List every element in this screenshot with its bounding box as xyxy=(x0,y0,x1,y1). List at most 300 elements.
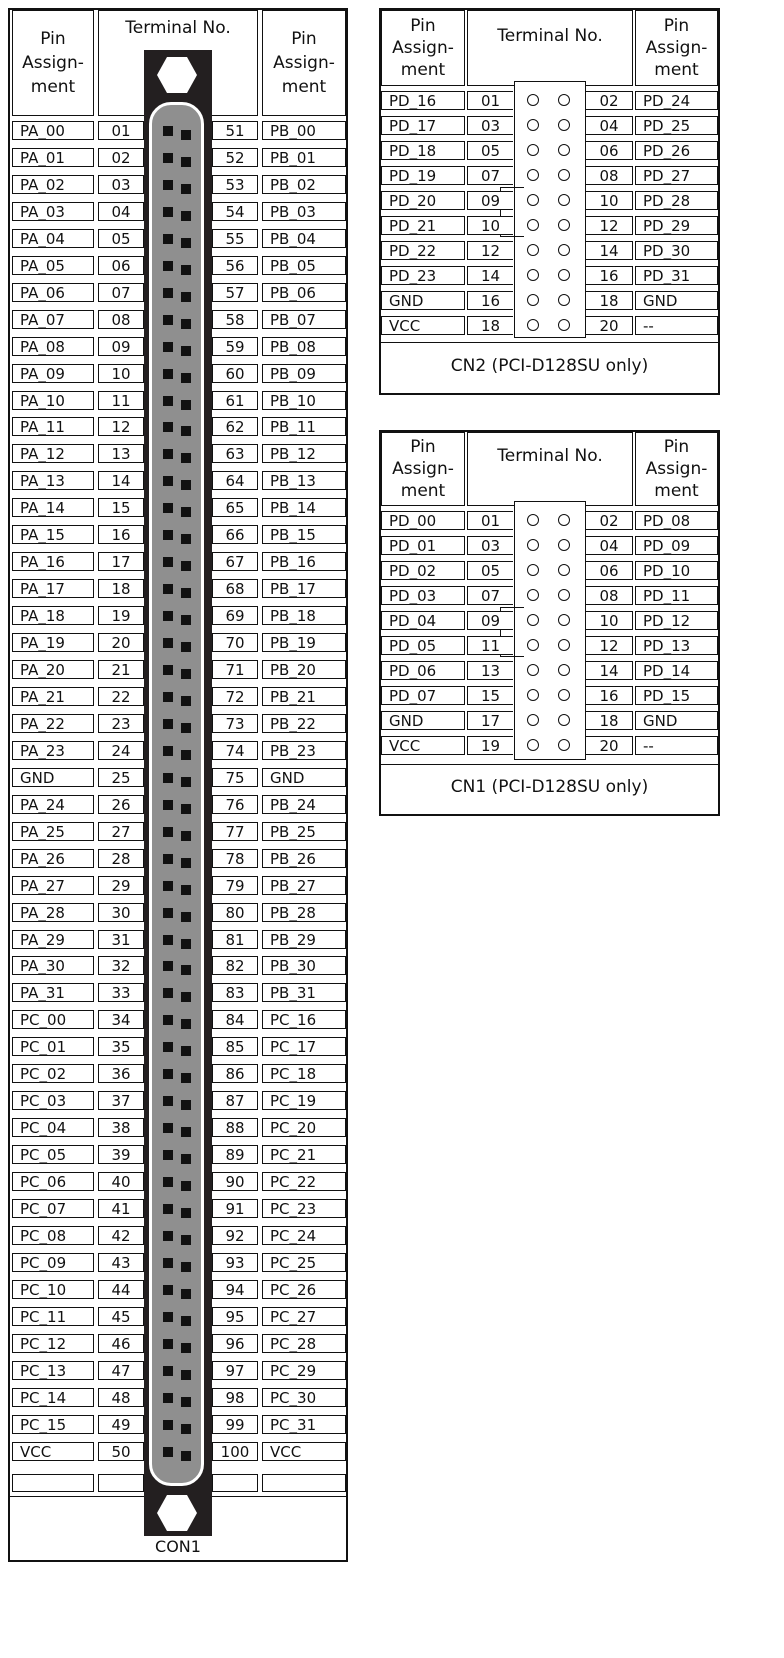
con1-pin-right xyxy=(181,1451,191,1461)
con1-pin-right xyxy=(181,588,191,598)
con1-left-name: PA_07 xyxy=(12,310,94,329)
con1-right-terminal: 52 xyxy=(212,148,258,167)
con1-right-name: PC_22 xyxy=(262,1172,346,1191)
cn1-right-terminal: 20 xyxy=(586,736,633,755)
cn2-header-left xyxy=(381,10,465,86)
con1-left-name: PA_30 xyxy=(12,956,94,975)
con1-left-terminal: 01 xyxy=(98,121,144,140)
cn2-left-terminal: 10 xyxy=(467,216,513,235)
cn1-right-name: PD_08 xyxy=(635,511,718,530)
con1-left-name: PA_23 xyxy=(12,741,94,760)
con1-left-terminal: 05 xyxy=(98,229,144,248)
con1-pin-right xyxy=(181,1154,191,1164)
cn2-connector-body xyxy=(514,81,586,338)
cn2-pin-even xyxy=(558,194,570,206)
con1-right-name: PB_24 xyxy=(262,795,346,814)
con1-pin-right xyxy=(181,1370,191,1380)
con1-right-terminal: 99 xyxy=(212,1415,258,1434)
con1-left-terminal: 47 xyxy=(98,1361,144,1380)
cn2-right-terminal: 06 xyxy=(586,141,633,160)
con1-left-name: PA_03 xyxy=(12,202,94,221)
con1-left-terminal: 37 xyxy=(98,1091,144,1110)
cn2-left-name: GND xyxy=(381,291,465,310)
con1-pin-right xyxy=(181,238,191,248)
con1-right-name: PB_04 xyxy=(262,229,346,248)
con1-right-terminal: 75 xyxy=(212,768,258,787)
cn1-header-mid: Terminal No. xyxy=(497,446,603,466)
con1-right-name: PC_19 xyxy=(262,1091,346,1110)
cn1-pin-odd xyxy=(527,639,539,651)
con1-pin-right xyxy=(181,1073,191,1083)
con1-left-terminal: 16 xyxy=(98,525,144,544)
cn2-left-name: PD_18 xyxy=(381,141,465,160)
cn1-left-terminal: 11 xyxy=(467,636,513,655)
con1-left-name: PC_04 xyxy=(12,1118,94,1137)
cn2-left-name: VCC xyxy=(381,316,465,335)
con1-pin-left xyxy=(163,557,173,567)
cn2-pin-odd xyxy=(527,144,539,156)
con1-left-name: PA_00 xyxy=(12,121,94,140)
con1-left-terminal: 30 xyxy=(98,903,144,922)
con1-pin-left xyxy=(163,126,173,136)
con1-left-name: PC_11 xyxy=(12,1307,94,1326)
cn2-pin-odd xyxy=(527,269,539,281)
cn2-right-terminal: 02 xyxy=(586,91,633,110)
con1-pin-left xyxy=(163,288,173,298)
con1-right-name: PB_29 xyxy=(262,930,346,949)
cn2-right-name: -- xyxy=(635,316,718,335)
cn1-left-name: PD_06 xyxy=(381,661,465,680)
con1-left-name: PA_11 xyxy=(12,417,94,436)
con1-left-terminal: 10 xyxy=(98,364,144,383)
con1-pin-right xyxy=(181,1181,191,1191)
con1-right-terminal: 59 xyxy=(212,337,258,356)
con1-right-name: PB_22 xyxy=(262,714,346,733)
con1-header-right xyxy=(262,10,346,116)
cn1-right-terminal: 08 xyxy=(586,586,633,605)
con1-right-terminal: 90 xyxy=(212,1172,258,1191)
con1-right-terminal: 91 xyxy=(212,1199,258,1218)
con1-left-terminal: 40 xyxy=(98,1172,144,1191)
cn2-left-name: PD_21 xyxy=(381,216,465,235)
cn1-pin-odd xyxy=(527,664,539,676)
cn2-left-terminal: 01 xyxy=(467,91,513,110)
con1-right-terminal: 57 xyxy=(212,283,258,302)
con1-right-name: PC_29 xyxy=(262,1361,346,1380)
con1-left-name: PC_13 xyxy=(12,1361,94,1380)
cn2-right-name: PD_24 xyxy=(635,91,718,110)
cn2-left-name: PD_16 xyxy=(381,91,465,110)
con1-left-terminal: 36 xyxy=(98,1064,144,1083)
con1-right-name: PB_15 xyxy=(262,525,346,544)
con1-right-name: PC_20 xyxy=(262,1118,346,1137)
con1-pin-right xyxy=(181,400,191,410)
cn1-right-terminal: 10 xyxy=(586,611,633,630)
con1-right-terminal: 92 xyxy=(212,1226,258,1245)
con1-right-terminal: 74 xyxy=(212,741,258,760)
con1-left-name: PA_28 xyxy=(12,903,94,922)
con1-right-name: PC_31 xyxy=(262,1415,346,1434)
con1-right-terminal: 60 xyxy=(212,364,258,383)
cn2-pin-even xyxy=(558,119,570,131)
cn2-right-terminal: 16 xyxy=(586,266,633,285)
con1-right-terminal: 88 xyxy=(212,1118,258,1137)
con1-pin-left xyxy=(163,719,173,729)
con1-left-terminal: 08 xyxy=(98,310,144,329)
cn1-left-name: PD_01 xyxy=(381,536,465,555)
con1-pin-right xyxy=(181,1019,191,1029)
con1-left-name: PC_12 xyxy=(12,1334,94,1353)
con1-pin-left xyxy=(163,800,173,810)
con1-right-name: PB_02 xyxy=(262,175,346,194)
cn2-header-mid-box xyxy=(467,10,633,86)
cn2-right-name: PD_28 xyxy=(635,191,718,210)
cn2-right-name: PD_30 xyxy=(635,241,718,260)
con1-left-terminal: 25 xyxy=(98,768,144,787)
con1-right-terminal: 51 xyxy=(212,121,258,140)
con1-right-terminal: 61 xyxy=(212,391,258,410)
con1-left-name: PA_24 xyxy=(12,795,94,814)
con1-right-name: PB_01 xyxy=(262,148,346,167)
con1-pin-left xyxy=(163,746,173,756)
con1-left-terminal: 34 xyxy=(98,1010,144,1029)
con1-pin-left xyxy=(163,449,173,459)
con1-right-terminal: 55 xyxy=(212,229,258,248)
cn1-right-terminal: 12 xyxy=(586,636,633,655)
con1-left-terminal: 12 xyxy=(98,417,144,436)
cn2-pin-odd xyxy=(527,244,539,256)
con1-pin-right xyxy=(181,1262,191,1272)
con1-pin-left xyxy=(163,476,173,486)
cn1-left-terminal: 07 xyxy=(467,586,513,605)
con1-right-name: GND xyxy=(262,768,346,787)
con1-left-terminal: 20 xyxy=(98,633,144,652)
con1-right-terminal: 67 xyxy=(212,552,258,571)
cn2-right-terminal: 14 xyxy=(586,241,633,260)
con1-pin-right xyxy=(181,1208,191,1218)
cn2-right-terminal: 12 xyxy=(586,216,633,235)
con1-right-name: PB_09 xyxy=(262,364,346,383)
con1-left-name: PC_10 xyxy=(12,1280,94,1299)
cn2-right-terminal: 18 xyxy=(586,291,633,310)
con1-pin-right xyxy=(181,346,191,356)
con1-left-terminal: 35 xyxy=(98,1037,144,1056)
con1-left-name: PC_02 xyxy=(12,1064,94,1083)
cn1-pin-even xyxy=(558,689,570,701)
cn1-right-terminal: 02 xyxy=(586,511,633,530)
cn1-pin-odd xyxy=(527,614,539,626)
con1-right-terminal: 76 xyxy=(212,795,258,814)
con1-right-terminal: 84 xyxy=(212,1010,258,1029)
con1-pin-right xyxy=(181,507,191,517)
con1-pin-right xyxy=(181,561,191,571)
con1-right-name: PC_17 xyxy=(262,1037,346,1056)
con1-pin-right xyxy=(181,992,191,1002)
con1-right-name: PC_16 xyxy=(262,1010,346,1029)
con1-right-name: PC_23 xyxy=(262,1199,346,1218)
con1-pin-left xyxy=(163,234,173,244)
con1-left-terminal: 29 xyxy=(98,876,144,895)
con1-pin-right xyxy=(181,831,191,841)
con1-right-terminal: 56 xyxy=(212,256,258,275)
cn1-left-terminal: 17 xyxy=(467,711,513,730)
con1-left-name: PA_08 xyxy=(12,337,94,356)
con1-left-name: PA_13 xyxy=(12,471,94,490)
con1-pin-right xyxy=(181,965,191,975)
con1-left-name: PA_26 xyxy=(12,849,94,868)
cn2-header-left-text: Pin Assign- ment xyxy=(392,16,454,80)
con1-pin-left xyxy=(163,1366,173,1376)
con1-right-name: VCC xyxy=(262,1442,346,1461)
con1-left-terminal: 18 xyxy=(98,579,144,598)
con1-left-name: PA_06 xyxy=(12,283,94,302)
con1-left-name: GND xyxy=(12,768,94,787)
con1-right-terminal: 73 xyxy=(212,714,258,733)
cn1-right-name: PD_15 xyxy=(635,686,718,705)
cn1-left-terminal: 19 xyxy=(467,736,513,755)
con1-left-name: PC_00 xyxy=(12,1010,94,1029)
con1-right-terminal: 64 xyxy=(212,471,258,490)
con1-pin-left xyxy=(163,1231,173,1241)
con1-left-name: PA_15 xyxy=(12,525,94,544)
con1-right-terminal: 82 xyxy=(212,956,258,975)
con1-pin-right xyxy=(181,804,191,814)
con1-pin-right xyxy=(181,669,191,679)
con1-pin-left xyxy=(163,1204,173,1214)
con1-left-terminal: 21 xyxy=(98,660,144,679)
con1-left-terminal: 22 xyxy=(98,687,144,706)
cn1-left-name: PD_05 xyxy=(381,636,465,655)
cn1-right-name: PD_12 xyxy=(635,611,718,630)
cn2-pin-even xyxy=(558,244,570,256)
cn2-left-terminal: 14 xyxy=(467,266,513,285)
con1-pin-left xyxy=(163,422,173,432)
con1-pin-left xyxy=(163,1393,173,1403)
con1-pin-right xyxy=(181,615,191,625)
cn2-right-name: PD_26 xyxy=(635,141,718,160)
con1-header-left-text: Pin Assign- ment xyxy=(22,29,84,97)
cn1-left-terminal: 01 xyxy=(467,511,513,530)
con1-header-mid: Terminal No. xyxy=(125,18,231,38)
cn2-caption-divider xyxy=(379,342,720,343)
con1-left-terminal: 03 xyxy=(98,175,144,194)
con1-pin-right xyxy=(181,453,191,463)
con1-left-terminal: 39 xyxy=(98,1145,144,1164)
con1-right-name: PB_12 xyxy=(262,444,346,463)
con1-pin-left xyxy=(163,1285,173,1295)
con1-pin-window xyxy=(149,102,204,1486)
con1-right-terminal: 65 xyxy=(212,498,258,517)
cn1-right-terminal: 04 xyxy=(586,536,633,555)
con1-right-terminal: 53 xyxy=(212,175,258,194)
con1-left-terminal: 38 xyxy=(98,1118,144,1137)
con1-pin-left xyxy=(163,584,173,594)
con1-right-name: PB_00 xyxy=(262,121,346,140)
cn1-pin-even xyxy=(558,739,570,751)
con1-left-terminal: 49 xyxy=(98,1415,144,1434)
con1-pin-left xyxy=(163,1339,173,1349)
con1-right-name: PB_13 xyxy=(262,471,346,490)
con1-right-name: PC_28 xyxy=(262,1334,346,1353)
con1-blank-left-num xyxy=(98,1474,144,1492)
con1-pin-right xyxy=(181,1343,191,1353)
cn2-right-terminal: 20 xyxy=(586,316,633,335)
con1-right-name: PB_10 xyxy=(262,391,346,410)
con1-left-terminal: 27 xyxy=(98,822,144,841)
cn1-right-terminal: 16 xyxy=(586,686,633,705)
con1-pin-left xyxy=(163,881,173,891)
con1-pin-right xyxy=(181,1235,191,1245)
cn1-right-name: -- xyxy=(635,736,718,755)
con1-pin-right xyxy=(181,1127,191,1137)
con1-right-terminal: 95 xyxy=(212,1307,258,1326)
con1-left-terminal: 13 xyxy=(98,444,144,463)
con1-right-name: PC_18 xyxy=(262,1064,346,1083)
con1-pin-right xyxy=(181,1289,191,1299)
con1-pin-left xyxy=(163,153,173,163)
con1-pin-left xyxy=(163,503,173,513)
con1-left-name: PC_05 xyxy=(12,1145,94,1164)
con1-left-terminal: 31 xyxy=(98,930,144,949)
cn2-pin-even xyxy=(558,294,570,306)
cn1-pin-odd xyxy=(527,589,539,601)
con1-left-name: PA_09 xyxy=(12,364,94,383)
cn1-pin-even xyxy=(558,539,570,551)
cn2-pin-odd xyxy=(527,219,539,231)
cn1-header-right-text: Pin Assign- ment xyxy=(645,437,708,501)
con1-pin-left xyxy=(163,827,173,837)
con1-pin-left xyxy=(163,369,173,379)
con1-pin-left xyxy=(163,396,173,406)
con1-right-name: PB_25 xyxy=(262,822,346,841)
con1-right-terminal: 93 xyxy=(212,1253,258,1272)
con1-left-name: PC_01 xyxy=(12,1037,94,1056)
con1-left-terminal: 43 xyxy=(98,1253,144,1272)
con1-left-terminal: 48 xyxy=(98,1388,144,1407)
con1-blank-left-name xyxy=(12,1474,94,1492)
con1-left-terminal: 19 xyxy=(98,606,144,625)
con1-left-terminal: 26 xyxy=(98,795,144,814)
con1-pin-left xyxy=(163,611,173,621)
con1-right-terminal: 54 xyxy=(212,202,258,221)
con1-right-terminal: 87 xyxy=(212,1091,258,1110)
cn1-caption-divider xyxy=(379,764,720,765)
cn2-left-name: PD_20 xyxy=(381,191,465,210)
con1-right-terminal: 80 xyxy=(212,903,258,922)
con1-pin-right xyxy=(181,777,191,787)
con1-pin-left xyxy=(163,1150,173,1160)
cn1-pin-even xyxy=(558,589,570,601)
cn1-header-left-text: Pin Assign- ment xyxy=(392,437,454,501)
cn1-right-terminal: 14 xyxy=(586,661,633,680)
con1-left-terminal: 23 xyxy=(98,714,144,733)
cn2-left-terminal: 03 xyxy=(467,116,513,135)
con1-right-terminal: 78 xyxy=(212,849,258,868)
con1-pin-left xyxy=(163,1096,173,1106)
con1-blank-right-num xyxy=(212,1474,258,1492)
con1-pin-left xyxy=(163,665,173,675)
con1-right-name: PB_18 xyxy=(262,606,346,625)
cn2-pin-even xyxy=(558,169,570,181)
cn1-left-name: PD_07 xyxy=(381,686,465,705)
cn2-left-name: PD_23 xyxy=(381,266,465,285)
cn2-left-terminal: 09 xyxy=(467,191,513,210)
con1-left-name: PC_15 xyxy=(12,1415,94,1434)
con1-right-name: PB_14 xyxy=(262,498,346,517)
con1-pin-left xyxy=(163,988,173,998)
con1-pin-left xyxy=(163,1447,173,1457)
con1-left-name: PC_14 xyxy=(12,1388,94,1407)
con1-right-name: PB_23 xyxy=(262,741,346,760)
con1-pin-right xyxy=(181,1424,191,1434)
cn2-right-name: PD_29 xyxy=(635,216,718,235)
con1-pin-left xyxy=(163,1069,173,1079)
con1-left-terminal: 14 xyxy=(98,471,144,490)
con1-left-terminal: 09 xyxy=(98,337,144,356)
con1-right-terminal: 83 xyxy=(212,983,258,1002)
con1-pin-right xyxy=(181,858,191,868)
cn1-header-left xyxy=(381,432,465,506)
cn1-pin-even xyxy=(558,614,570,626)
con1-pin-right xyxy=(181,1397,191,1407)
cn1-pin-odd xyxy=(527,714,539,726)
con1-pin-right xyxy=(181,1316,191,1326)
cn1-pin-odd xyxy=(527,564,539,576)
con1-right-terminal: 96 xyxy=(212,1334,258,1353)
cn2-right-name: GND xyxy=(635,291,718,310)
con1-right-name: PB_26 xyxy=(262,849,346,868)
con1-left-terminal: 41 xyxy=(98,1199,144,1218)
con1-left-name: PA_10 xyxy=(12,391,94,410)
con1-pin-left xyxy=(163,342,173,352)
cn2-left-terminal: 18 xyxy=(467,316,513,335)
con1-left-name: PA_18 xyxy=(12,606,94,625)
con1-right-name: PB_03 xyxy=(262,202,346,221)
con1-right-name: PC_30 xyxy=(262,1388,346,1407)
con1-left-name: PC_07 xyxy=(12,1199,94,1218)
cn2-pin-even xyxy=(558,94,570,106)
con1-right-terminal: 89 xyxy=(212,1145,258,1164)
con1-right-name: PC_25 xyxy=(262,1253,346,1272)
con1-left-terminal: 06 xyxy=(98,256,144,275)
cn1-pin-even xyxy=(558,714,570,726)
cn1-left-terminal: 03 xyxy=(467,536,513,555)
con1-right-name: PB_08 xyxy=(262,337,346,356)
con1-left-name: PA_20 xyxy=(12,660,94,679)
con1-pin-left xyxy=(163,207,173,217)
cn1-pin-odd xyxy=(527,689,539,701)
con1-right-name: PC_26 xyxy=(262,1280,346,1299)
con1-right-terminal: 69 xyxy=(212,606,258,625)
cn1-right-name: PD_14 xyxy=(635,661,718,680)
con1-pin-right xyxy=(181,480,191,490)
cn2-left-terminal: 07 xyxy=(467,166,513,185)
cn1-left-name: PD_00 xyxy=(381,511,465,530)
con1-left-name: PC_03 xyxy=(12,1091,94,1110)
con1-pin-left xyxy=(163,773,173,783)
cn1-left-name: VCC xyxy=(381,736,465,755)
cn2-caption: CN2 (PCI-D128SU only) xyxy=(450,356,649,376)
con1-left-terminal: 33 xyxy=(98,983,144,1002)
con1-pin-left xyxy=(163,315,173,325)
con1-blank-right-name xyxy=(262,1474,346,1492)
con1-pin-right xyxy=(181,696,191,706)
con1-pin-right xyxy=(181,211,191,221)
con1-pin-right xyxy=(181,426,191,436)
con1-left-name: PA_12 xyxy=(12,444,94,463)
con1-left-name: PC_06 xyxy=(12,1172,94,1191)
con1-right-terminal: 70 xyxy=(212,633,258,652)
